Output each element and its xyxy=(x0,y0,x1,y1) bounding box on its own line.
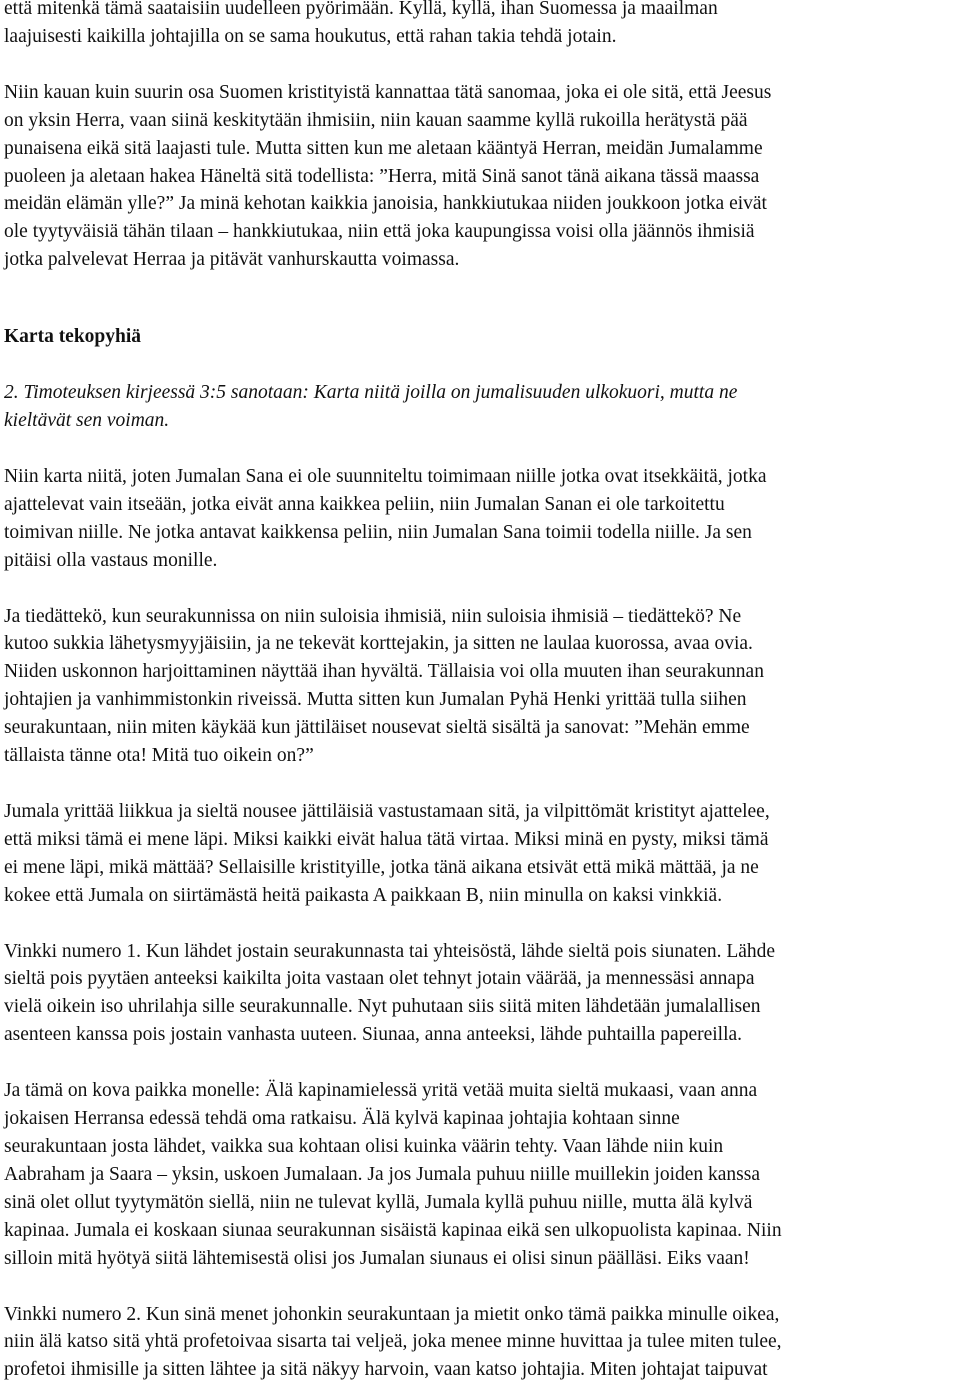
paragraph-spacer xyxy=(4,575,954,603)
paragraph-spacer xyxy=(4,435,954,463)
section-spacer xyxy=(4,274,954,323)
paragraph-spacer xyxy=(4,910,954,938)
paragraph-intro-continuation: että mitenkä tämä saataisiin uudelleen pyörimään. Kyllä, kyllä, ihan Suomessa ja maailman laajuisesti kaikilla johtajilla on se sama houkutus, että rahan takia tehdä jotain. xyxy=(4,0,718,47)
paragraph-sweet-people: Ja tiedättekö, kun seurakunnissa on niin suloisia ihmisiä, niin suloisia ihmisiä – tiedättekö? Ne kutoo sukkia lähetysmyyjäisiin, ja ne tekevät korttejakin, ja sitten ne laulaa kuorossa, avaa ovia. Niiden uskonnon harjoittaminen näyttää ihan hyvältä. Tällaisia voi olla muuten ihan seurakunnan johtajien ja vanhimmistonkin riveissä. Mutta sitten kun Jumalan Pyhä Henki yrittää tulla siihen seurakuntaan, niin miten käykää kun jättiläiset nousevat sieltä sisältä ja sanovat: ”Mehän emme tällaista tänne ota! Mitä tuo oikein on?” xyxy=(4,605,764,767)
paragraph-giants: Jumala yrittää liikkua ja sieltä nousee jättiläisiä vastustamaan sitä, ja vilpittömät kristityt ajattelee, että miksi tämä ei mene läpi. Miksi kaikki eivät halua tätä virtaa. Miksi minä en pysty, miksi tämä ei mene läpi, mikä mättää? Sellaisille kristityille, jotka tänä aikana etsivät että mikä mättää, ja ne kokee että Jumala on siirtämästä heitä paikasta A paikkaan B, niin minulla on kaksi vinkkiä. xyxy=(4,800,770,906)
scripture-quote: 2. Timoteuksen kirjeessä 3:5 sanotaan: Karta niitä joilla on jumalisuuden ulkokuori, mutta ne kieltävät sen voiman. xyxy=(4,382,738,431)
paragraph-tip-one: Vinkki numero 1. Kun lähdet jostain seurakunnasta tai yhteisöstä, lähde sieltä pois siunaten. Lähde sieltä pois pyytäen anteeksi kaikilta joita vastaan olet tehnyt jotain väärää, ja mennessäsi annapa vielä oikein iso uhrilahja sille seurakunnalle. Nyt puhutaan siis siitä miten lähdetään jumalallisen asenteen kanssa pois jostain vanhasta uuteen. Siunaa, anna anteeksi, lähde puhtailla papereilla. xyxy=(4,940,776,1046)
document-page xyxy=(4,0,954,1384)
paragraph-tip-two: Vinkki numero 2. Kun sinä menet johonkin seurakuntaan ja mietit onko tämä paikka minulle oikea, niin älä katso sitä yhtä profetoivaa sisarta tai veljeä, joka menee minne huvittaa ja tulee miten tulee, profetoi ihmisille ja sitten lähtee ja sitä näkyy harvoin, vaan katso johtajia. Miten johtajat taipuvat xyxy=(4,1303,782,1381)
paragraph-spacer xyxy=(4,351,954,379)
paragraph-spacer xyxy=(4,1273,954,1301)
paragraph-karta: Niin karta niitä, joten Jumalan Sana ei ole suunniteltu toimimaan niille jotka ovat itsekkäitä, jotka ajattelevat vain itseään, jotka eivät anna kaikkea peliin, niin Jumalan Sanan ei ole tarkoitettu toimivan niille. Ne jotka antavat kaikkensa peliin, niin Jumalan Sana toimii todella niille. Ja sen pitäisi olla vastaus monille. xyxy=(4,465,767,571)
paragraph-spacer xyxy=(4,51,954,79)
paragraph-spacer xyxy=(4,1049,954,1077)
paragraph-rebellion: Ja tämä on kova paikka monelle: Älä kapinamielessä yritä vetää muita sieltä mukaasi, vaan anna jokaisen Herransa edessä tehdä oma ratkaisu. Älä kylvä kapinaa johtajia kohtaan sinne seurakuntaan josta lähdet, vaikka sua kohtaan olisi kuinka väärin tehty. Vaan lähde niin kuin Aabraham ja Saara – yksin, uskoen Jumalaan. Ja jos Jumala puhuu niille muillekin joiden kanssa sinä olet ollut tyytymätön siellä, niin ne tulevat kyllä, Jumala kyllä puhuu niille, mutta älä kylvä kapinaa. Jumala ei koskaan siunaa seurakunnan sisäistä kapinaa eikä sen ulkopuolista kapinaa. Niin silloin mitä hyötyä siitä lähtemisestä olisi jos Jumalan siunaus ei olisi sinun päälläsi. Eiks vaan! xyxy=(4,1080,782,1269)
paragraph-revival: Niin kauan kuin suurin osa Suomen kristityistä kannattaa tätä sanomaa, joka ei ole sitä, että Jeesus on yksin Herra, vaan siinä keskitytään ihmisiin, niin kauan saamme kyllä rukoilla herätystä pää punaisena eikä sitä laajasti tule. Mutta sitten kun me aletaan kääntyä Herran, meidän Jumalamme puoleen ja aletaan hakea Häneltä sitä todellista: ”Herra, mitä Sinä sanot tänä aikana tässä maassa meidän elämän ylle?” Ja minä kehotan kaikkia janoisia, hankkiutukaa niiden joukkoon jotka eivät ole tyytyväisiä tähän tilaan – hankkiutukaa, niin että joka kaupungissa voisi olla jäännös ihmisiä jotka palvelevat Herraa ja pitävät vanhurskautta voimassa. xyxy=(4,81,772,271)
paragraph-spacer xyxy=(4,770,954,798)
section-heading: Karta tekopyhiä xyxy=(4,326,142,348)
